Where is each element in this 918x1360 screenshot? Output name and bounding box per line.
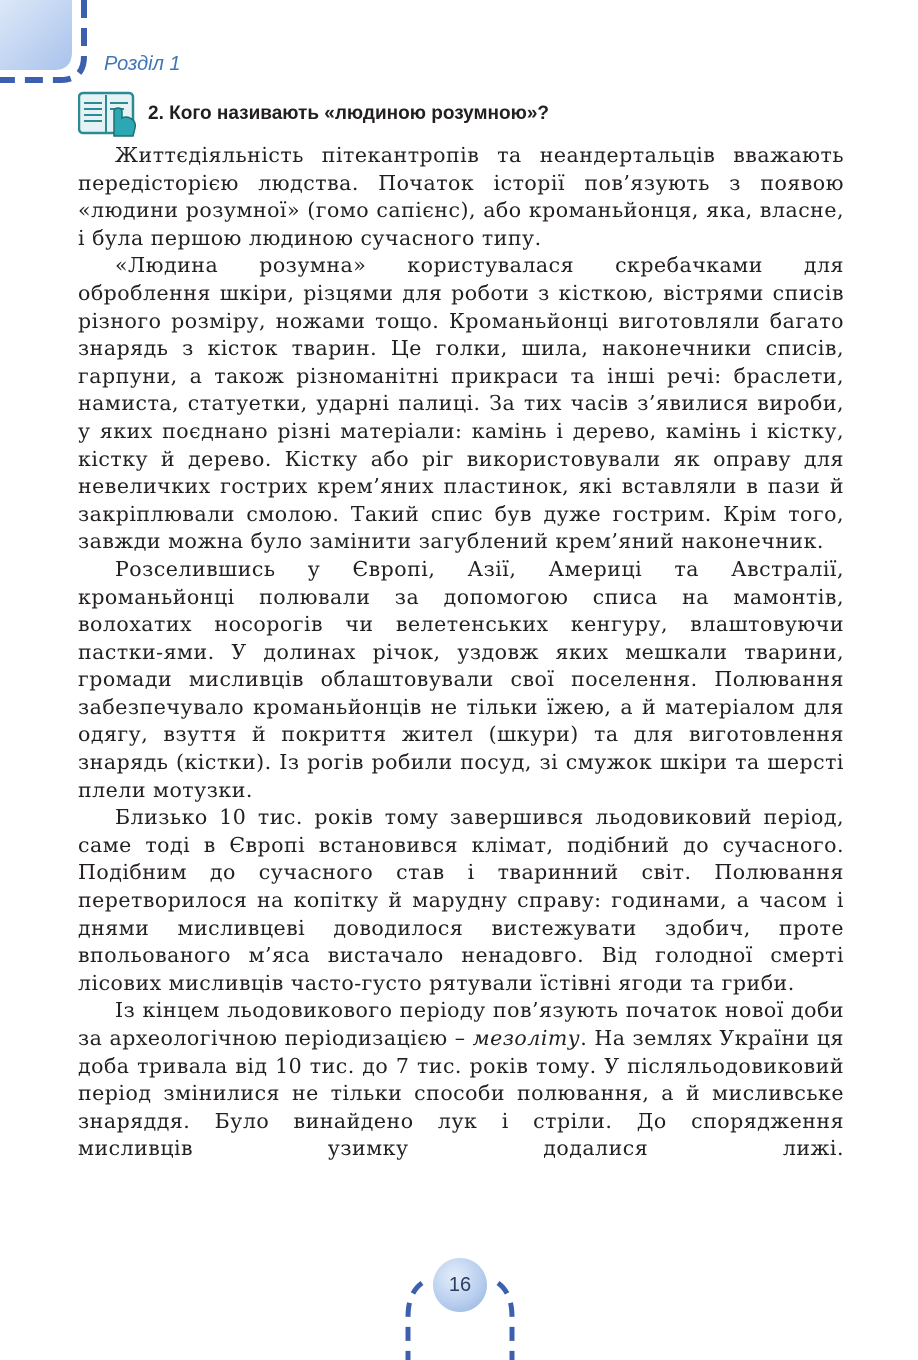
paragraph	[78, 997, 844, 1163]
chapter-label: Розділ 1	[104, 53, 181, 75]
paragraph: «Людина розумна» користувалася скребачками для оброблення шкіри, різцями для роботи з кісткою, вістрями списів різного розміру, ножами тощо. Кроманьйонці виготовляли багато знарядь з кісток тварин. Це голки, шила, наконечники списів, гарпуни, а також різноманітні прикраси та інші речі: браслети, намиста, статуетки, ударні палиці. За тих часів з’явилися вироби, у яких поєднано різні матеріали: камінь і дерево, камінь і кістку, кістку й дерево. Кістку або ріг використовували як оправу для невеличких гострих крем’яних пластинок, які вставляли в пази й закріплювали смолою. Такий спис був дуже гострим. Крім того, завжди можна було замінити загублений крем’яний наконечник.	[78, 253, 844, 554]
section-heading	[78, 90, 549, 138]
term-mesolithic: мезоліту	[472, 1026, 581, 1050]
section-title: 2. Кого називають «людиною розумною»?	[148, 103, 550, 124]
paragraph: Розселившись у Європі, Азії, Америці та Австралії, кроманьйонці полювали за допомогою списа на мамонтів, волохатих носорогів чи велетенських кенгуру, влаштовуючи пастки-ями. У долинах річок, уздовж яких мешкали тварини, громади мисливців облаштовували свої поселення. Полювання забезпечувало кроманьйонців не тільки їжею, а й матеріалом для одягу, взуття й покриття жител (шкури) та для виготовлення знарядь (кістки). Із рогів робили посуд, зі смужок шкіри та шерсті плели мотузки.	[78, 556, 844, 802]
paragraph-text: . На землях України ця доба тривала від 10 тис. до 7 тис. років тому. У післяльодовиковий період змінилися не тільки способи полювання, а й мисливське знаряддя. Було винайдено лук і стріли. До спорядження мисливців узимку додалися лижі.	[78, 1026, 844, 1161]
page-footer	[400, 1255, 520, 1360]
corner-decoration	[0, 0, 100, 90]
book-pointer-icon	[78, 90, 138, 138]
paragraph: Життєдіяльність пітекантропів та неандертальців вважають передісторією людства. Початок історії пов’язують з появою «людини розумної» (гомо сапієнс), або кроманьйонця, яка, власне, і була першою людиною сучасного типу.	[78, 143, 844, 250]
paragraph-text: Із кінцем льодовикового періоду пов’язують початок нової доби за археологічною періодизацією –	[78, 998, 844, 1050]
page-number: 16	[433, 1258, 487, 1312]
body-text	[78, 142, 844, 1163]
paragraph: Близько 10 тис. років тому завершився льодовиковий період, саме тоді в Європі встановився клімат, подібний до сучасного. Подібним до сучасного став і тваринний світ. Полювання перетворилося на копітку й марудну справу: годинами, а часом і днями мисливцеві доводилося вистежувати здобич, проте впольованого м’яса вистачало ненадовго. Від голодної смерті лісових мисливців часто-густо рятували їстівні ягоди та гриби.	[78, 805, 844, 995]
